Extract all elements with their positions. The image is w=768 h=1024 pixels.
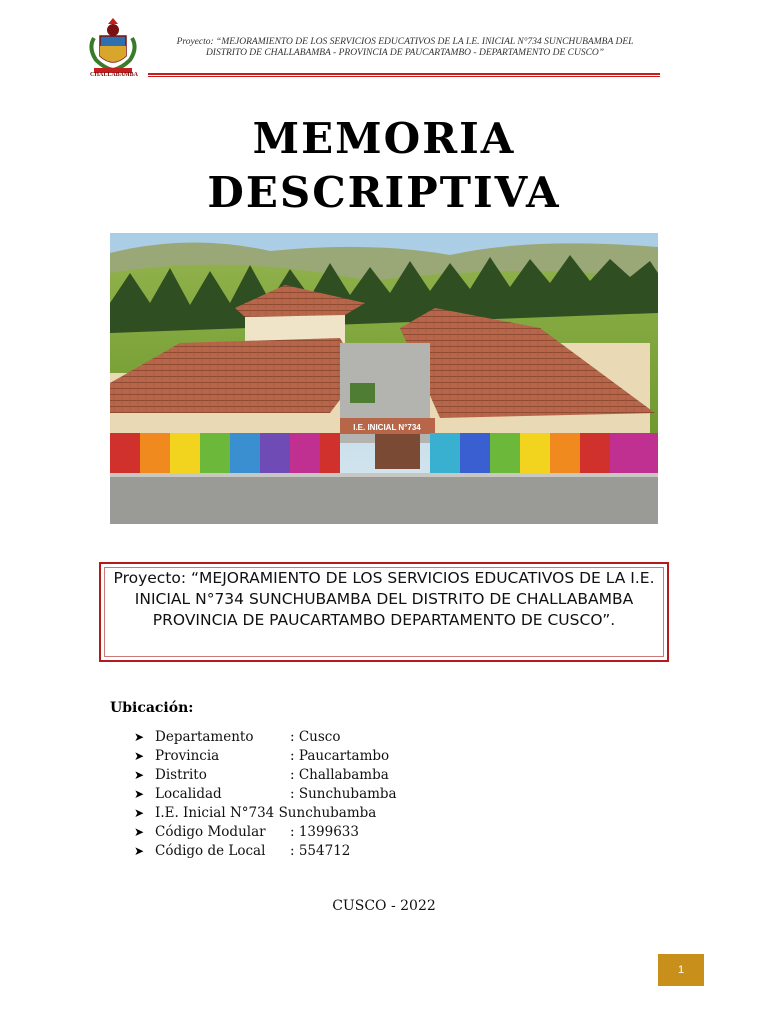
- item-value: : Cusco: [290, 729, 341, 745]
- item-value: : 554712: [290, 843, 351, 859]
- document-title: [0, 112, 768, 220]
- location-heading: Ubicación:: [110, 700, 194, 716]
- item-label: Provincia: [155, 748, 220, 764]
- school-sign-text: I.E. INICIAL N°734: [353, 423, 421, 432]
- arrow-bullet-icon: ➤: [134, 825, 145, 839]
- logo-caption: CHALLABAMBA: [89, 72, 138, 78]
- item-value: : Sunchubamba: [290, 786, 397, 802]
- list-item: [134, 747, 397, 766]
- item-value: : Paucartambo: [290, 748, 390, 764]
- list-item: [134, 766, 397, 785]
- item-label: Departamento: [155, 729, 254, 745]
- arrow-bullet-icon: ➤: [134, 768, 145, 782]
- item-label: Distrito: [155, 767, 207, 783]
- arrow-bullet-icon: ➤: [134, 844, 145, 858]
- list-item: [134, 785, 397, 804]
- page-number-badge: 1: [658, 954, 704, 986]
- header-project-line: Proyecto: “MEJORAMIENTO DE LOS SERVICIOS EDUCATIVOS DE LA I.E. INICIAL N°734 SUNCHUBAMBA DEL DISTRITO DE CHALLABAMBA - PROVINCIA DE PAUCARTAMBO - DEPARTAMENTO DE CUSCO”: [176, 37, 634, 58]
- list-item: [134, 728, 397, 747]
- header-divider-thin: [148, 76, 660, 77]
- list-item: [134, 804, 397, 823]
- municipality-logo: [86, 18, 140, 80]
- title-line-2: DESCRIPTIVA: [207, 168, 561, 217]
- title-line-1: MEMORIA: [252, 114, 516, 163]
- arrow-bullet-icon: ➤: [134, 806, 145, 820]
- item-value: : 1399633: [290, 824, 359, 840]
- list-item: [134, 823, 397, 842]
- location-list: [134, 728, 397, 861]
- item-label: I.E. Inicial N°734 Sunchubamba: [155, 805, 377, 821]
- item-label: Código de Local: [155, 843, 266, 859]
- item-label: Código Modular: [155, 824, 266, 840]
- project-title-text: Proyecto: “MEJORAMIENTO DE LOS SERVICIOS EDUCATIVOS DE LA I.E. INICIAL N°734 SUNCHUBAMBA DEL DISTRITO DE CHALLABAMBA PROVINCIA DE PAUCARTAMBO DEPARTAMENTO DE CUSCO”.: [113, 569, 655, 629]
- arrow-bullet-icon: ➤: [134, 730, 145, 744]
- school-rendering-image: [110, 233, 658, 524]
- list-item: [134, 842, 397, 861]
- arrow-bullet-icon: ➤: [134, 787, 145, 801]
- document-date: CUSCO - 2022: [332, 898, 436, 914]
- arrow-bullet-icon: ➤: [134, 749, 145, 763]
- item-value: : Challabamba: [290, 767, 389, 783]
- header-divider: [148, 73, 660, 75]
- item-label: Localidad: [155, 786, 222, 802]
